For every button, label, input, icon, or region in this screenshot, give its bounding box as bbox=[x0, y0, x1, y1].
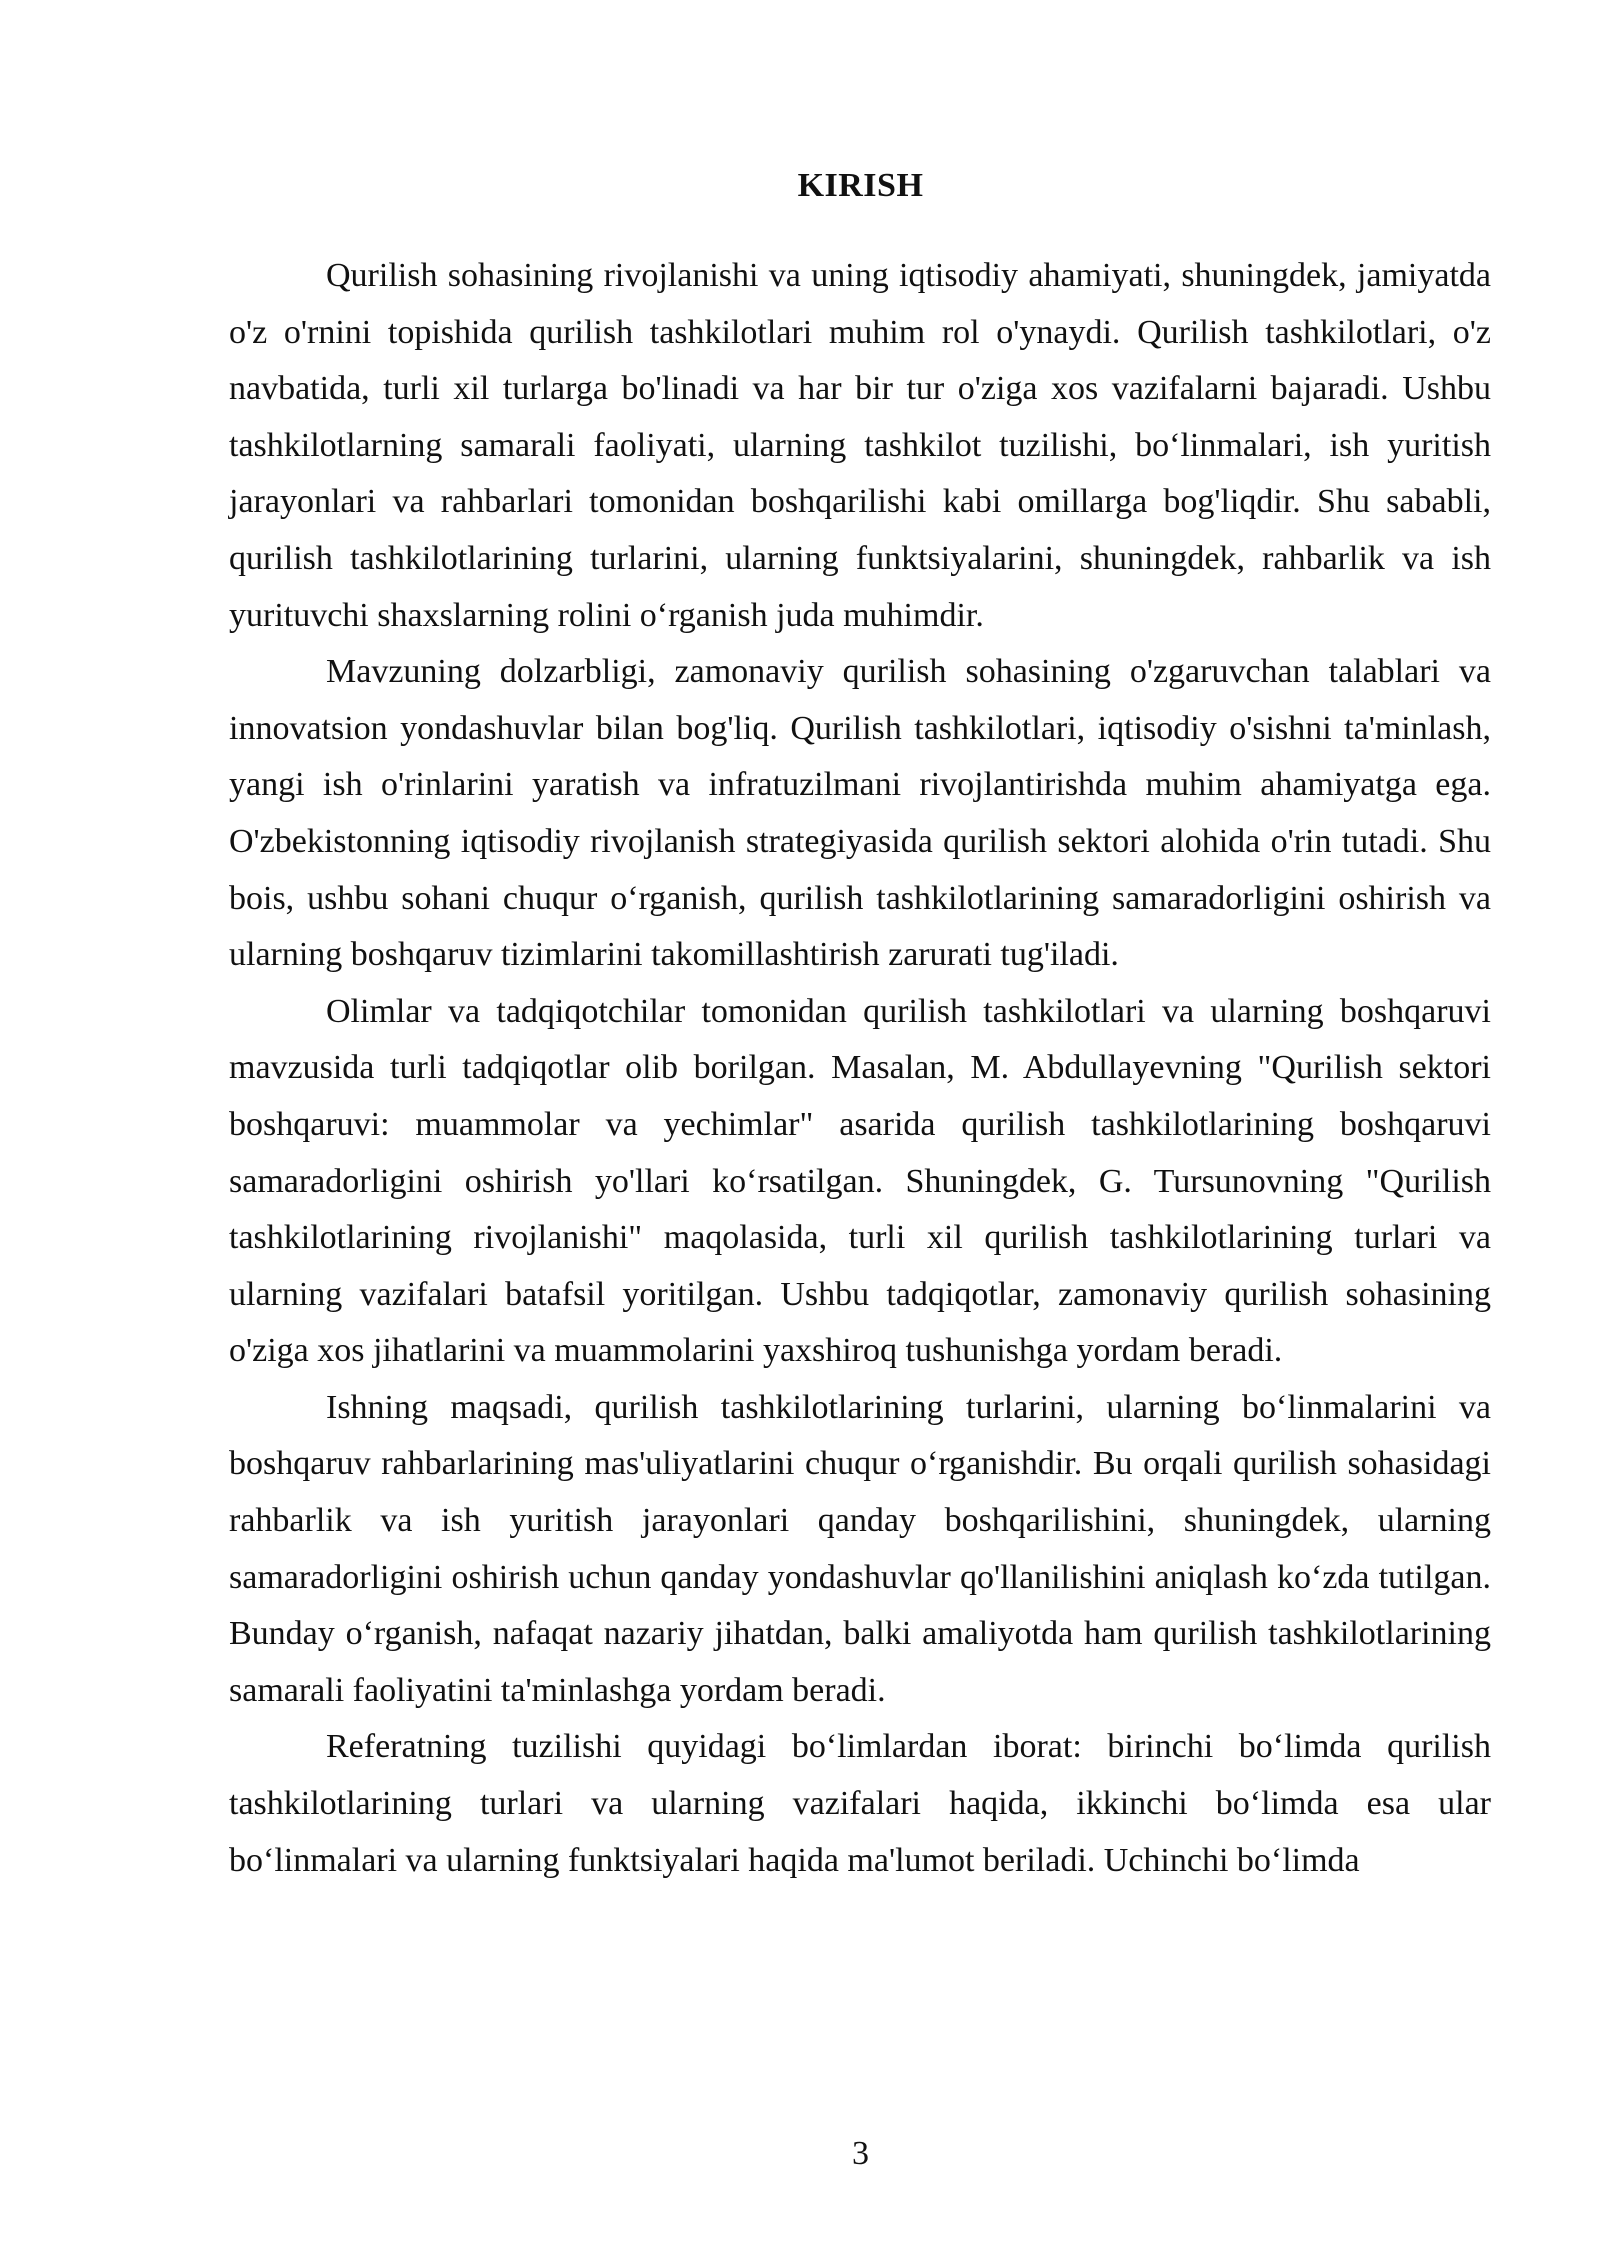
paragraph-relevance: Mavzuning dolzarbligi, zamonaviy qurilish sohasining o'zgaruvchan talablari va innovatsion yondashuvlar bilan bog'liq. Qurilish tashkilotlari, iqtisodiy o'sishni ta'minlash, yangi ish o'rinlarini yaratish va infratuzilmani rivojlantirishda muhim ahamiyatga ega. O'zbekistonning iqtisodiy rivojlanish strategiyasida qurilish sektori alohida o'rin tutadi. Shu bois, ushbu sohani chuqur o‘rganish, qurilish tashkilotlarining samaradorligini oshirish va ularning boshqaruv tizimlarini takomillashtirish zarurati tug'iladi. bbox=[229, 653, 1491, 974]
paragraph-purpose: Ishning maqsadi, qurilish tashkilotlarining turlarini, ularning bo‘linmalarini va boshqaruv rahbarlarining mas'uliyatlarini chuqur o‘rganishdir. Bu orqali qurilish sohasidagi rahbarlik va ish yuritish jarayonlari qanday boshqarilishini, shuningdek, ularning samaradorligini oshirish uchun qanday yondashuvlar qo'llanilishini aniqlash ko‘zda tutilgan. Bunday o‘rganish, nafaqat nazariy jihatdan, balki amaliyotda ham qurilish tashkilotlarining samarali faoliyatini ta'minlashga yordam beradi. bbox=[229, 1388, 1491, 1709]
paragraph-introduction: Qurilish sohasining rivojlanishi va uning iqtisodiy ahamiyati, shuningdek, jamiyatda o'z o'rnini topishida qurilish tashkilotlari muhim rol o'ynaydi. Qurilish tashkilotlari, o'z navbatida, turli xil turlarga bo'linadi va har bir tur o'ziga xos vazifalarni bajaradi. Ushbu tashkilotlarning samarali faoliyati, ularning tashkilot tuzilishi, bo‘linmalari, ish yuritish jarayonlari va rahbarlari tomonidan boshqarilishi kabi omillarga bog'liqdir. Shu sababli, qurilish tashkilotlarining turlarini, ularning funktsiyalarini, shuningdek, rahbarlik va ish yurituvchi shaxslarning rolini o‘rganish juda muhimdir. bbox=[229, 257, 1491, 634]
page-number: 3 bbox=[852, 2135, 869, 2172]
section-title: KIRISH bbox=[797, 167, 924, 204]
paragraph-structure: Referatning tuzilishi quyidagi bo‘limlardan iborat: birinchi bo‘limda qurilish tashkilotlarining turlari va ularning vazifalari haqida, ikkinchi bo‘limda esa ular bo‘linmalari va ularning funktsiyalari haqida ma'lumot beriladi. Uchinchi bo‘limda bbox=[229, 1728, 1491, 1879]
body-text bbox=[229, 248, 1491, 1889]
paragraph-literature-review: Olimlar va tadqiqotchilar tomonidan qurilish tashkilotlari va ularning boshqaruvi mavzusida turli tadqiqotlar olib borilgan. Masalan, M. Abdullayevning "Qurilish sektori boshqaruvi: muammolar va yechimlar" asarida qurilish tashkilotlarining boshqaruvi samaradorligini oshirish yo'llari ko‘rsatilgan. Shuningdek, G. Tursunovning "Qurilish tashkilotlarining rivojlanishi" maqolasida, turli xil qurilish tashkilotlarining turlari va ularning vazifalari batafsil yoritilgan. Ushbu tadqiqotlar, zamonaviy qurilish sohasining o'ziga xos jihatlarini va muammolarini yaxshiroq tushunishga yordam beradi. bbox=[229, 992, 1491, 1370]
